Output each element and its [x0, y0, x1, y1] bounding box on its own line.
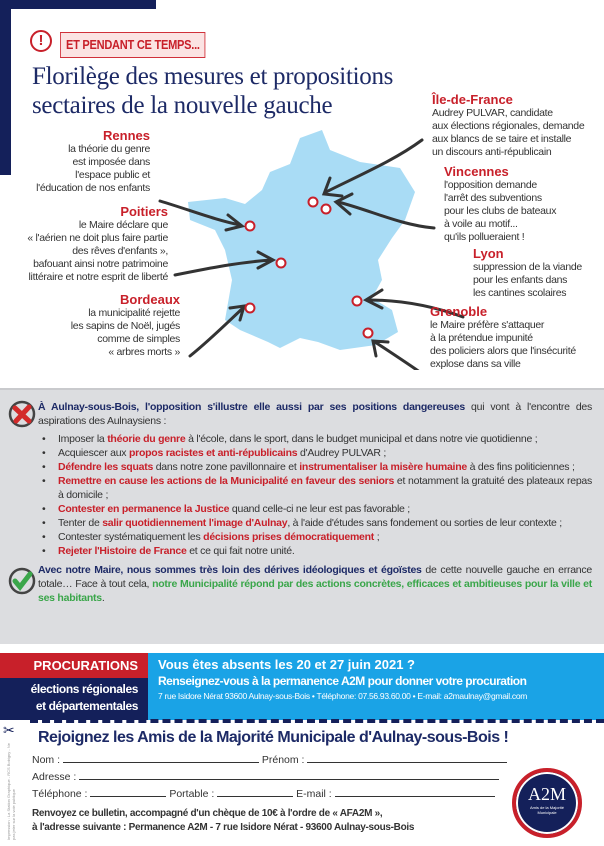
city-poitiers: [27, 204, 168, 284]
prenom-field[interactable]: [307, 753, 507, 763]
logo-subtext: Amis de la Majorité Municipale: [529, 805, 564, 815]
text-segment: .: [101, 592, 105, 604]
city-description-line: Audrey PULVAR, candidate: [432, 107, 553, 119]
city-description-line: la municipalité rejette: [88, 307, 180, 319]
city-description-line: la théorie du genre: [68, 143, 150, 155]
city-description-line: l'arrêt des subventions: [444, 192, 542, 204]
city-description-line: les cantines scolaires: [473, 287, 567, 299]
city-description-line: aux blancs de se taire et installe: [432, 133, 572, 145]
city-description-line: l'éducation de nos enfants: [36, 182, 150, 194]
city-rennes: [36, 128, 150, 195]
city-name: Rennes: [103, 128, 150, 143]
text-segment: et notamment la gratuité des plateaux repas à domicile ;: [58, 475, 592, 501]
imprint-text: Impression : La Station Graphique - RCS Bobigny - Ne pas jeter sur la voie publique: [6, 743, 16, 840]
aulnay-conclusion: [38, 563, 592, 605]
arrow-grenoble: [373, 341, 424, 370]
city-name: Bordeaux: [120, 292, 180, 307]
text-segment: dans notre zone pavillonnaire et: [153, 461, 300, 473]
city-description-line: est imposée dans: [72, 156, 150, 168]
scissors-icon: ✂: [3, 722, 15, 738]
text-segment: ;: [374, 531, 380, 543]
city-ile-de-france: [432, 92, 584, 159]
text-segment: Acquiescer aux: [58, 447, 129, 459]
city-name: Poitiers: [120, 204, 168, 219]
text-segment: , à l'aide d'études sans fondement ou sorties de leur contexte ;: [287, 517, 562, 529]
highlighted-text: Remettre en cause les actions de la Municipalité en faveur des seniors: [58, 475, 395, 487]
form-note: à l'adresse suivante : Permanence A2M - 7 rue Isidore Nérat - 93600 Aulnay-sous-Bois: [32, 822, 415, 833]
bullet-item: [38, 530, 592, 544]
highlighted-text: Contester en permanence la Justice: [58, 503, 230, 515]
city-grenoble: [430, 304, 576, 371]
city-description-line: à la prétendue impunité: [430, 332, 533, 344]
highlighted-text: Défendre les squats: [58, 461, 154, 473]
city-description-line: explose dans sa ville: [430, 358, 521, 370]
email-label: E-mail :: [296, 788, 332, 800]
city-description-line: les sapins de Noël, jugés: [70, 320, 180, 332]
text-segment: d'Audrey PULVAR ;: [297, 447, 387, 459]
text-segment: Imposer la: [58, 433, 108, 445]
exclamation-circle-icon: !: [30, 30, 52, 52]
arrow-bordeaux: [190, 306, 244, 356]
highlighted-text: Rejeter l'Histoire de France: [58, 545, 187, 557]
city-description-line: comme de simples: [97, 333, 180, 345]
city-description-line: pour les enfants dans: [473, 274, 568, 286]
bullet-item: [38, 446, 592, 460]
nom-label: Nom :: [32, 754, 61, 766]
highlighted-text: décisions prises démocratiquement: [203, 531, 375, 543]
nom-field[interactable]: [63, 753, 259, 763]
form-title: Rejoignez les Amis de la Majorité Municipale d'Aulnay-sous-Bois !: [38, 729, 509, 746]
procurations-instruction: Renseignez-vous à la permanence A2M pour donner votre procuration: [158, 674, 527, 688]
form-note: Renvoyez ce bulletin, accompagné d'un chèque de 10€ à l'ordre de « AFA2M »,: [32, 808, 383, 819]
city-description-line: pour les clubs de bateaux: [444, 205, 557, 217]
text-segment: à l'école, dans le sport, dans le budget municipal et dans notre vie quotidienne ;: [185, 433, 538, 445]
france-shape: [188, 130, 415, 350]
city-description-line: des rêves d'enfants »,: [72, 245, 168, 257]
email-field[interactable]: [335, 787, 495, 797]
city-name: Grenoble: [430, 304, 488, 319]
decorative-bar: [0, 0, 156, 9]
bullet-item: [38, 460, 592, 474]
form-row-contact: [32, 787, 495, 800]
aulnay-intro: [38, 400, 592, 428]
section-badge: ET PENDANT CE TEMPS...: [60, 32, 206, 58]
procurations-elections: [0, 678, 148, 720]
bullet-item: [38, 544, 592, 558]
highlighted-text: notre Municipalité répond par des actions concrètes, efficaces et ambitieuses pour la ville et ses habitants: [38, 578, 592, 604]
text-segment: qui vont à l'encontre des aspirations des Aulnaysiens :: [38, 401, 592, 427]
city-description-line: à voile au motif...: [444, 218, 518, 230]
text-segment: à des fins politiciennes ;: [466, 461, 575, 473]
highlighted-text: À Aulnay-sous-Bois, l'opposition s'illustre elle aussi par ses positions dangereuses: [38, 401, 465, 413]
city-name: Lyon: [473, 246, 504, 261]
text-segment: Contester systématiquement les: [58, 531, 204, 543]
city-lyon: [473, 246, 582, 300]
prenom-label: Prénom :: [261, 754, 305, 766]
city-description-line: suppression de la viande: [473, 261, 582, 273]
city-description-line: le Maire préfère s'attaquer: [430, 319, 545, 331]
city-name: Île-de-France: [432, 92, 513, 107]
check-circle-icon: [8, 567, 36, 595]
bullet-item: [38, 516, 592, 530]
aulnay-section: [0, 388, 604, 644]
city-description-line: le Maire déclare que: [78, 219, 168, 231]
city-vincennes: [444, 164, 556, 244]
bullet-item: [38, 502, 592, 516]
city-description-line: bafouant ainsi notre patrimoine: [33, 258, 168, 270]
portable-field[interactable]: [217, 787, 293, 797]
telephone-field[interactable]: [90, 787, 166, 797]
city-description-line: qu'ils pollueraient !: [444, 231, 525, 243]
cut-line: [30, 719, 604, 723]
text-segment: et ce qui fait notre unité.: [186, 545, 295, 557]
city-description-line: des policiers alors que l'insécurité: [430, 345, 576, 357]
city-description-line: l'espace public et: [75, 169, 150, 181]
city-name: Vincennes: [444, 164, 509, 179]
highlighted-text: Avec notre Maire, nous sommes très loin des dérives idéologiques et égoïstes: [38, 564, 422, 576]
highlighted-text: salir quotidiennement l'image d'Aulnay: [102, 517, 288, 529]
page-title: [32, 62, 393, 120]
highlighted-text: théorie du genre: [107, 433, 186, 445]
bullet-item: [38, 474, 592, 502]
adresse-field[interactable]: [79, 770, 499, 780]
logo-text: A2M: [527, 784, 566, 804]
city-description-line: l'opposition demande: [444, 179, 537, 191]
title-line: sectaires de la nouvelle gauche: [32, 92, 333, 119]
aulnay-bullets: [38, 432, 592, 558]
form-instructions: [32, 807, 414, 835]
city-description-line: un discours anti-républicain: [432, 146, 552, 158]
telephone-label: Téléphone :: [32, 788, 88, 800]
text-segment: quand celle-ci ne leur est pas favorable ;: [229, 503, 410, 515]
a2m-logo: [512, 768, 582, 838]
adresse-label: Adresse :: [32, 771, 77, 783]
aulnay-conclusion-block: [38, 563, 592, 605]
elections-line: et départementales: [35, 699, 138, 713]
cross-circle-icon: [8, 400, 36, 428]
form-row-address: [32, 770, 499, 783]
procurations-label: PROCURATIONS: [0, 653, 148, 678]
bullet-item: [38, 432, 592, 446]
aulnay-intro-block: [38, 400, 592, 428]
portable-label: Portable :: [169, 788, 215, 800]
title-line: Florilège des mesures et propositions: [32, 63, 394, 90]
highlighted-text: instrumentaliser la misère humaine: [299, 461, 467, 473]
procurations-contact: 7 rue Isidore Nérat 93600 Aulnay-sous-Bois • Téléphone: 07.56.93.60.00 • E-mail: a2maulnay@gmail.com: [158, 691, 528, 701]
elections-line: élections régionales: [30, 682, 138, 696]
procurations-info: [148, 653, 604, 720]
city-description-line: littéraire et notre esprit de liberté: [28, 271, 168, 283]
text-segment: de cette nouvelle gauche en errance totale… Face à tout cela,: [38, 564, 592, 590]
highlighted-text: propos racistes et anti-républicains: [128, 447, 298, 459]
city-description-line: aux élections régionales, demande: [432, 120, 585, 132]
city-description-line: « l'aérien ne doit plus faire partie: [27, 232, 168, 244]
text-segment: Tenter de: [58, 517, 103, 529]
city-bordeaux: [71, 292, 180, 359]
form-row-name: [32, 753, 507, 766]
procurations-question: Vous êtes absents les 20 et 27 juin 2021 ?: [158, 657, 415, 672]
city-description-line: « arbres morts »: [108, 346, 180, 358]
